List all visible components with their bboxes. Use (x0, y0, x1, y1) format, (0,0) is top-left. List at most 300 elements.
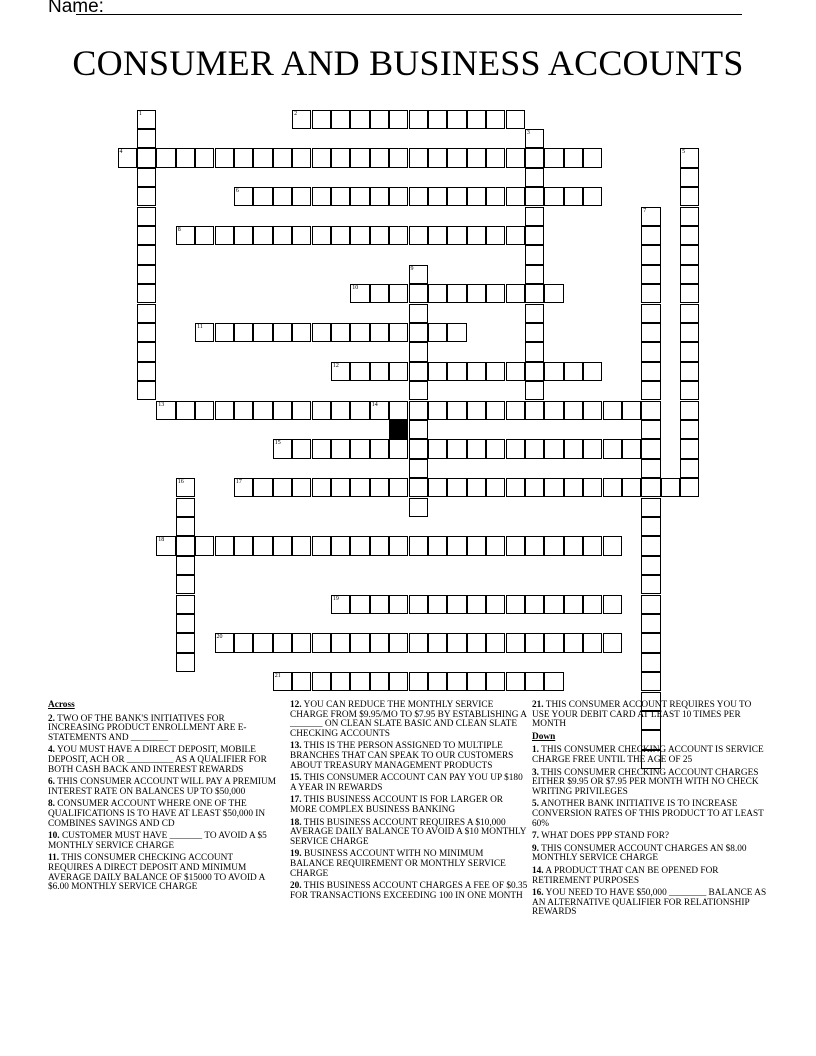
grid-cell[interactable] (331, 148, 350, 167)
grid-cell[interactable] (447, 536, 466, 555)
grid-cell[interactable] (641, 575, 660, 594)
grid-cell[interactable] (176, 556, 195, 575)
grid-cell[interactable] (583, 148, 602, 167)
grid-cell[interactable] (641, 207, 660, 226)
grid-cell[interactable] (273, 672, 292, 691)
grid-cell[interactable] (583, 187, 602, 206)
grid-cell[interactable] (253, 187, 272, 206)
grid-cell[interactable] (137, 284, 156, 303)
grid-cell[interactable] (525, 265, 544, 284)
grid-cell[interactable] (428, 595, 447, 614)
grid-cell[interactable] (583, 478, 602, 497)
grid-cell[interactable] (525, 148, 544, 167)
grid-cell[interactable] (680, 439, 699, 458)
grid-cell[interactable] (370, 284, 389, 303)
grid-cell[interactable] (680, 420, 699, 439)
grid-cell[interactable] (273, 439, 292, 458)
grid-cell[interactable] (680, 478, 699, 497)
grid-cell[interactable] (428, 536, 447, 555)
grid-cell[interactable] (389, 633, 408, 652)
grid-cell[interactable] (467, 226, 486, 245)
grid-cell[interactable] (176, 595, 195, 614)
grid-cell[interactable] (137, 342, 156, 361)
grid-cell[interactable] (409, 381, 428, 400)
grid-cell[interactable] (544, 633, 563, 652)
grid-cell[interactable] (273, 148, 292, 167)
grid-cell[interactable] (273, 226, 292, 245)
grid-cell[interactable] (603, 478, 622, 497)
grid-cell[interactable] (234, 148, 253, 167)
grid-cell[interactable] (195, 226, 214, 245)
grid-cell[interactable] (137, 381, 156, 400)
grid-cell[interactable] (331, 439, 350, 458)
grid-cell[interactable] (195, 536, 214, 555)
grid-cell[interactable] (176, 498, 195, 517)
grid-cell[interactable] (486, 672, 505, 691)
grid-cell[interactable] (253, 401, 272, 420)
grid-cell[interactable] (622, 478, 641, 497)
grid-cell[interactable] (292, 401, 311, 420)
grid-cell[interactable] (389, 323, 408, 342)
grid-cell[interactable] (292, 323, 311, 342)
grid-cell[interactable] (428, 284, 447, 303)
grid-cell[interactable] (603, 633, 622, 652)
grid-cell[interactable] (641, 265, 660, 284)
grid-cell[interactable] (389, 672, 408, 691)
grid-cell[interactable] (176, 517, 195, 536)
grid-cell[interactable] (486, 362, 505, 381)
grid-cell[interactable] (661, 478, 680, 497)
grid-cell[interactable] (350, 226, 369, 245)
grid-cell[interactable] (409, 284, 428, 303)
grid-cell[interactable] (370, 187, 389, 206)
grid-cell[interactable] (641, 653, 660, 672)
grid-cell[interactable] (370, 536, 389, 555)
grid-cell[interactable] (253, 148, 272, 167)
grid-cell[interactable] (544, 478, 563, 497)
grid-cell[interactable] (370, 323, 389, 342)
grid-cell[interactable] (525, 401, 544, 420)
grid-cell[interactable] (486, 401, 505, 420)
grid-cell[interactable] (370, 672, 389, 691)
grid-cell[interactable] (486, 478, 505, 497)
grid-cell[interactable] (137, 226, 156, 245)
grid-cell[interactable] (389, 110, 408, 129)
grid-cell[interactable] (292, 478, 311, 497)
grid-cell[interactable] (428, 187, 447, 206)
grid-cell[interactable] (331, 323, 350, 342)
grid-cell[interactable] (680, 148, 699, 167)
grid-cell[interactable] (641, 342, 660, 361)
grid-cell[interactable] (370, 633, 389, 652)
grid-cell[interactable] (467, 633, 486, 652)
grid-cell[interactable] (564, 148, 583, 167)
grid-cell[interactable] (312, 226, 331, 245)
grid-cell[interactable] (370, 148, 389, 167)
grid-cell[interactable] (641, 381, 660, 400)
grid-cell[interactable] (525, 226, 544, 245)
grid-cell[interactable] (234, 226, 253, 245)
grid-cell[interactable] (409, 498, 428, 517)
grid-cell[interactable] (641, 614, 660, 633)
grid-cell[interactable] (389, 284, 408, 303)
grid-cell[interactable] (525, 439, 544, 458)
grid-cell[interactable] (176, 575, 195, 594)
grid-cell[interactable] (331, 478, 350, 497)
grid-cell[interactable] (525, 187, 544, 206)
grid-cell[interactable] (312, 536, 331, 555)
grid-cell[interactable] (641, 633, 660, 652)
grid-cell[interactable] (486, 284, 505, 303)
grid-cell[interactable] (292, 110, 311, 129)
grid-cell[interactable] (273, 633, 292, 652)
grid-cell[interactable] (583, 595, 602, 614)
grid-cell[interactable] (312, 110, 331, 129)
grid-cell[interactable] (234, 536, 253, 555)
grid-cell[interactable] (544, 187, 563, 206)
grid-cell[interactable] (525, 323, 544, 342)
grid-cell[interactable] (641, 245, 660, 264)
grid-cell[interactable] (525, 304, 544, 323)
grid-cell[interactable] (409, 187, 428, 206)
grid-cell[interactable] (215, 536, 234, 555)
grid-cell[interactable] (370, 595, 389, 614)
grid-cell[interactable] (176, 226, 195, 245)
grid-cell[interactable] (215, 323, 234, 342)
grid-cell[interactable] (389, 536, 408, 555)
grid-cell[interactable] (137, 110, 156, 129)
grid-cell[interactable] (253, 536, 272, 555)
grid-cell[interactable] (176, 536, 195, 555)
grid-cell[interactable] (156, 536, 175, 555)
grid-cell[interactable] (137, 323, 156, 342)
grid-cell[interactable] (583, 633, 602, 652)
grid-cell[interactable] (525, 633, 544, 652)
grid-cell[interactable] (312, 401, 331, 420)
grid-cell[interactable] (234, 187, 253, 206)
grid-cell[interactable] (680, 459, 699, 478)
grid-cell[interactable] (370, 439, 389, 458)
grid-cell[interactable] (544, 284, 563, 303)
grid-cell[interactable] (428, 401, 447, 420)
grid-cell[interactable] (292, 226, 311, 245)
grid-cell[interactable] (370, 478, 389, 497)
grid-cell[interactable] (137, 304, 156, 323)
grid-cell[interactable] (331, 187, 350, 206)
grid-cell[interactable] (331, 401, 350, 420)
grid-cell[interactable] (292, 148, 311, 167)
grid-cell[interactable] (253, 633, 272, 652)
grid-cell[interactable] (350, 148, 369, 167)
grid-cell[interactable] (350, 595, 369, 614)
grid-cell[interactable] (583, 536, 602, 555)
grid-cell[interactable] (680, 168, 699, 187)
grid-cell[interactable] (641, 362, 660, 381)
grid-cell[interactable] (641, 284, 660, 303)
grid-cell[interactable] (641, 439, 660, 458)
grid-cell[interactable] (389, 187, 408, 206)
grid-cell[interactable] (409, 362, 428, 381)
grid-cell[interactable] (389, 148, 408, 167)
grid-cell[interactable] (428, 362, 447, 381)
grid-cell[interactable] (544, 536, 563, 555)
grid-cell[interactable] (156, 401, 175, 420)
grid-cell[interactable] (641, 517, 660, 536)
grid-cell[interactable] (525, 245, 544, 264)
grid-cell[interactable] (447, 595, 466, 614)
grid-cell[interactable] (409, 672, 428, 691)
grid-cell[interactable] (447, 672, 466, 691)
grid-cell[interactable] (409, 439, 428, 458)
grid-cell[interactable] (467, 362, 486, 381)
grid-cell[interactable] (253, 323, 272, 342)
grid-cell[interactable] (641, 595, 660, 614)
grid-cell[interactable] (273, 187, 292, 206)
grid-cell[interactable] (544, 362, 563, 381)
grid-cell[interactable] (428, 323, 447, 342)
grid-cell[interactable] (680, 342, 699, 361)
grid-cell[interactable] (525, 342, 544, 361)
grid-cell[interactable] (409, 323, 428, 342)
grid-cell[interactable] (467, 595, 486, 614)
grid-cell[interactable] (428, 226, 447, 245)
grid-cell[interactable] (680, 401, 699, 420)
grid-cell[interactable] (409, 536, 428, 555)
grid-cell[interactable] (350, 536, 369, 555)
grid-cell[interactable] (273, 478, 292, 497)
grid-cell[interactable] (641, 536, 660, 555)
grid-cell[interactable] (118, 148, 137, 167)
grid-cell[interactable] (525, 536, 544, 555)
grid-cell[interactable] (486, 595, 505, 614)
grid-cell[interactable] (215, 226, 234, 245)
grid-cell[interactable] (467, 110, 486, 129)
grid-cell[interactable] (467, 672, 486, 691)
grid-cell[interactable] (641, 478, 660, 497)
grid-cell[interactable] (506, 672, 525, 691)
grid-cell[interactable] (622, 401, 641, 420)
grid-cell[interactable] (467, 478, 486, 497)
grid-cell[interactable] (544, 672, 563, 691)
grid-cell[interactable] (292, 672, 311, 691)
grid-cell[interactable] (350, 401, 369, 420)
grid-cell[interactable] (603, 439, 622, 458)
grid-cell[interactable] (544, 439, 563, 458)
grid-cell[interactable] (234, 323, 253, 342)
grid-cell[interactable] (564, 439, 583, 458)
grid-cell[interactable] (331, 226, 350, 245)
grid-cell[interactable] (680, 245, 699, 264)
grid-cell[interactable] (680, 187, 699, 206)
grid-cell[interactable] (467, 148, 486, 167)
grid-cell[interactable] (641, 304, 660, 323)
grid-cell[interactable] (409, 148, 428, 167)
grid-cell[interactable] (486, 439, 505, 458)
grid-cell[interactable] (370, 401, 389, 420)
grid-cell[interactable] (641, 401, 660, 420)
grid-cell[interactable] (409, 633, 428, 652)
grid-cell[interactable] (564, 536, 583, 555)
grid-cell[interactable] (641, 672, 660, 691)
grid-cell[interactable] (641, 556, 660, 575)
grid-cell[interactable] (176, 633, 195, 652)
grid-cell[interactable] (176, 614, 195, 633)
grid-cell[interactable] (312, 187, 331, 206)
grid-cell[interactable] (312, 148, 331, 167)
grid-cell[interactable] (253, 478, 272, 497)
grid-cell[interactable] (137, 207, 156, 226)
grid-cell[interactable] (506, 148, 525, 167)
grid-cell[interactable] (583, 401, 602, 420)
grid-cell[interactable] (389, 439, 408, 458)
grid-cell[interactable] (680, 381, 699, 400)
grid-cell[interactable] (350, 478, 369, 497)
grid-cell[interactable] (428, 110, 447, 129)
grid-cell[interactable] (564, 187, 583, 206)
grid-cell[interactable] (564, 401, 583, 420)
grid-cell[interactable] (312, 478, 331, 497)
grid-cell[interactable] (564, 362, 583, 381)
grid-cell[interactable] (506, 187, 525, 206)
grid-cell[interactable] (583, 439, 602, 458)
grid-cell[interactable] (447, 401, 466, 420)
grid-cell[interactable] (506, 478, 525, 497)
grid-cell[interactable] (409, 342, 428, 361)
grid-cell[interactable] (447, 226, 466, 245)
grid-cell[interactable] (215, 148, 234, 167)
grid-cell[interactable] (428, 633, 447, 652)
grid-cell[interactable] (680, 362, 699, 381)
grid-cell[interactable] (409, 401, 428, 420)
grid-cell[interactable] (234, 401, 253, 420)
grid-cell[interactable] (506, 439, 525, 458)
grid-cell[interactable] (137, 245, 156, 264)
grid-cell[interactable] (603, 401, 622, 420)
grid-cell[interactable] (331, 633, 350, 652)
grid-cell[interactable] (370, 362, 389, 381)
grid-cell[interactable] (583, 362, 602, 381)
grid-cell[interactable] (156, 148, 175, 167)
grid-cell[interactable] (525, 478, 544, 497)
grid-cell[interactable] (544, 595, 563, 614)
grid-cell[interactable] (506, 110, 525, 129)
grid-cell[interactable] (273, 401, 292, 420)
grid-cell[interactable] (467, 401, 486, 420)
grid-cell[interactable] (447, 362, 466, 381)
grid-cell[interactable] (331, 110, 350, 129)
grid-cell[interactable] (409, 265, 428, 284)
grid-cell[interactable] (331, 362, 350, 381)
grid-cell[interactable] (292, 187, 311, 206)
grid-cell[interactable] (467, 536, 486, 555)
grid-cell[interactable] (506, 226, 525, 245)
grid-cell[interactable] (215, 633, 234, 652)
grid-cell[interactable] (506, 536, 525, 555)
grid-cell[interactable] (680, 226, 699, 245)
grid-cell[interactable] (525, 381, 544, 400)
grid-cell[interactable] (273, 536, 292, 555)
grid-cell[interactable] (506, 362, 525, 381)
grid-cell[interactable] (389, 226, 408, 245)
grid-cell[interactable] (137, 265, 156, 284)
grid-cell[interactable] (312, 672, 331, 691)
grid-cell[interactable] (350, 672, 369, 691)
grid-cell[interactable] (389, 478, 408, 497)
grid-cell[interactable] (215, 401, 234, 420)
grid-cell[interactable] (447, 187, 466, 206)
grid-cell[interactable] (564, 478, 583, 497)
grid-cell[interactable] (176, 653, 195, 672)
grid-cell[interactable] (312, 439, 331, 458)
grid-cell[interactable] (331, 536, 350, 555)
grid-cell[interactable] (564, 595, 583, 614)
grid-cell[interactable] (506, 284, 525, 303)
grid-cell[interactable] (486, 633, 505, 652)
grid-cell[interactable] (525, 207, 544, 226)
grid-cell[interactable] (447, 478, 466, 497)
grid-cell[interactable] (292, 633, 311, 652)
grid-cell[interactable] (409, 595, 428, 614)
grid-cell[interactable] (409, 110, 428, 129)
grid-cell[interactable] (176, 148, 195, 167)
grid-cell[interactable] (680, 284, 699, 303)
grid-cell[interactable] (447, 148, 466, 167)
grid-cell[interactable] (641, 459, 660, 478)
grid-cell[interactable] (176, 478, 195, 497)
grid-cell[interactable] (312, 323, 331, 342)
grid-cell[interactable] (409, 478, 428, 497)
grid-cell[interactable] (350, 323, 369, 342)
grid-cell[interactable] (350, 110, 369, 129)
grid-cell[interactable] (486, 187, 505, 206)
grid-cell[interactable] (564, 633, 583, 652)
grid-cell[interactable] (292, 439, 311, 458)
grid-cell[interactable] (428, 478, 447, 497)
grid-cell[interactable] (680, 207, 699, 226)
grid-cell[interactable] (137, 187, 156, 206)
grid-cell[interactable] (195, 401, 214, 420)
grid-cell[interactable] (409, 420, 428, 439)
grid-cell[interactable] (680, 323, 699, 342)
grid-cell[interactable] (137, 129, 156, 148)
grid-cell[interactable] (312, 633, 331, 652)
grid-cell[interactable] (234, 633, 253, 652)
grid-cell[interactable] (389, 595, 408, 614)
grid-cell[interactable] (350, 439, 369, 458)
grid-cell[interactable] (428, 148, 447, 167)
grid-cell[interactable] (331, 672, 350, 691)
grid-cell[interactable] (506, 633, 525, 652)
grid-cell[interactable] (389, 401, 408, 420)
grid-cell[interactable] (525, 672, 544, 691)
grid-cell[interactable] (331, 595, 350, 614)
grid-cell[interactable] (525, 129, 544, 148)
grid-cell[interactable] (544, 148, 563, 167)
grid-cell[interactable] (350, 187, 369, 206)
grid-cell[interactable] (603, 595, 622, 614)
grid-cell[interactable] (137, 148, 156, 167)
grid-cell[interactable] (234, 478, 253, 497)
grid-cell[interactable] (447, 284, 466, 303)
grid-cell[interactable] (486, 536, 505, 555)
grid-cell[interactable] (525, 595, 544, 614)
grid-cell[interactable] (603, 536, 622, 555)
grid-cell[interactable] (447, 110, 466, 129)
grid-cell[interactable] (506, 401, 525, 420)
grid-cell[interactable] (525, 284, 544, 303)
grid-cell[interactable] (409, 459, 428, 478)
grid-cell[interactable] (137, 362, 156, 381)
